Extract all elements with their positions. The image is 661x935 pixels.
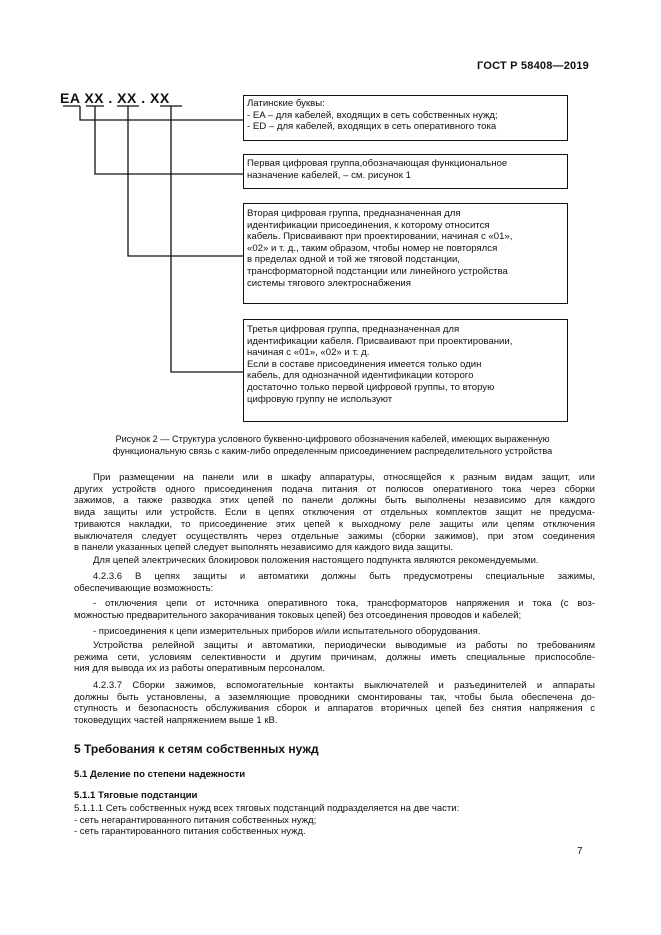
text-line: режима сети, условиям селективности и другим причинам, должны иметь специальные приспособле-: [74, 651, 595, 663]
paragraph-7: [74, 680, 595, 727]
text-line: обеспечивающие возможность:: [74, 582, 214, 594]
text-line: вида защиты или устройств. Если в цепях отключения от отдельных комплектов защит не предусма-: [74, 507, 595, 519]
box-line: Если в составе присоединения имеется только один: [247, 358, 482, 370]
text-line: выключателя следует осуществлять через отдельные зажимы (сборки зажимов), при этом соединения: [74, 530, 595, 542]
box-line: в пределах одной и той же тяговой подстанции,: [247, 254, 460, 266]
caption-line: функциональную связь с каким-либо определенным присоединением распределительного устройства: [112, 446, 553, 456]
box-line: трансформаторной подстанции или линейного устройства: [247, 265, 508, 277]
box-line: - EA – для кабелей, входящих в сеть собственных нужд;: [247, 109, 498, 121]
text-line: 5.1.1.1 Сеть собственных нужд всех тяговых подстанций подразделяется на две части:: [74, 803, 460, 814]
figure-caption: [70, 433, 595, 457]
paragraph-5: [74, 626, 595, 638]
subsection-heading: 5.1 Деление по степени надежности: [74, 769, 246, 780]
section-heading: 5 Требования к сетям собственных нужд: [74, 742, 319, 756]
text-line: других устройств одного присоединения подача питания от полюсов оперативного тока через сборки: [74, 483, 595, 495]
box-line: кабель, для однозначной идентификации которого: [247, 370, 474, 382]
text-line: зажимов, а также разводка этих цепей по панели должны быть выполнены независимо для каждого: [74, 495, 595, 507]
box-line: системы тягового электроснабжения: [247, 277, 411, 289]
box-line: достаточно только первой цифровой группы, то вторую: [247, 381, 495, 393]
box-line: идентификации присоединения, к которому относится: [247, 219, 490, 231]
text-line: Устройства релейной защиты и автоматики, периодически выводимые из работы по требованиям: [93, 640, 595, 651]
paragraph-2: [74, 555, 595, 567]
box-line: Латинские буквы:: [247, 98, 325, 109]
caption-line: Рисунок 2 — Структура условного буквенно-цифрового обозначения кабелей, имеющих выраженную: [115, 434, 550, 444]
text-line: При размещении на панели или в шкафу аппаратуры, относящейся к разным видам защит, или: [93, 472, 595, 483]
text-line: - присоединения к цепи измерительных приборов и/или испытательного оборудования.: [93, 626, 481, 637]
paragraph-1: [74, 472, 595, 554]
box-line: - ED – для кабелей, входящих в сеть оперативного тока: [247, 121, 497, 133]
text-line: - сеть гарантированного питания собственных нужд.: [74, 826, 306, 838]
page-number: 7: [577, 846, 583, 857]
text-line: токоведущих частей напряжением выше 1 кВ.: [74, 715, 278, 727]
text-line: 4.2.3.6 В цепях защиты и автоматики должны быть предусмотрены специальные зажимы,: [93, 571, 595, 582]
box-line: Первая цифровая группа,обозначающая функциональное: [247, 158, 508, 169]
text-line: триваются накладки, то присоединение этих цепей к выходному реле защиты или цепям отключения: [74, 518, 595, 530]
text-line: ступность и безопасность обслуживания сборок и аппаратов вторичных цепей без снятия напряжения с: [74, 703, 595, 715]
box-line: начиная с «01», «02» и т. д.: [247, 347, 370, 359]
box-line: идентификации кабеля. Присваивают при проектировании,: [247, 335, 513, 347]
text-line: - отключения цепи от источника оперативного тока, трансформаторов напряжения и тока (с воз-: [93, 598, 595, 609]
standard-header: ГОСТ Р 58408—2019: [477, 60, 589, 72]
designation-code: EA XX . XX . XX: [60, 90, 170, 106]
paragraph-4: [74, 598, 595, 621]
paragraph-3: [74, 571, 595, 594]
paragraph-6: [74, 640, 595, 675]
text-line: ния для вывода их из работы оперативным персоналом.: [74, 663, 325, 675]
box-line: назначение кабелей, – см. рисунок 1: [247, 169, 411, 181]
box-latin-letters: [243, 95, 568, 141]
text-line: 4.2.3.7 Сборки зажимов, вспомогательные контакты выключателей и разъединителей и аппараты: [93, 680, 595, 691]
text-line: - сеть негарантированного питания собственных нужд;: [74, 814, 317, 826]
box-third-group: [243, 319, 568, 422]
subsubsection-heading: 5.1.1 Тяговые подстанции: [74, 790, 198, 801]
text-line: в панели указанных цепей следует выполнять независимо для каждого вида защиты.: [74, 542, 454, 554]
section-text: [74, 803, 595, 838]
box-line: Третья цифровая группа, предназначенная для: [247, 324, 460, 335]
text-line: можностью предварительного закорачивания токовых цепей) без отсоединения проводов и кабелей;: [74, 609, 522, 621]
text-line: Для цепей электрических блокировок положения настоящего подпункта являются рекомендуемыми.: [93, 555, 539, 566]
box-second-group: [243, 203, 568, 304]
text-line: должны быть установлены, а заземляющие проводники смонтированы так, чтобы была обеспечена до-: [74, 691, 595, 703]
box-line: кабель. Присваивают при проектировании, начиная с «01»,: [247, 231, 513, 243]
box-line: цифровую группу не используют: [247, 393, 393, 405]
box-line: «02» и т. д., таким образом, чтобы номер не повторялся: [247, 242, 498, 254]
box-line: Вторая цифровая группа, предназначенная для: [247, 208, 461, 219]
box-first-group: [243, 154, 568, 189]
